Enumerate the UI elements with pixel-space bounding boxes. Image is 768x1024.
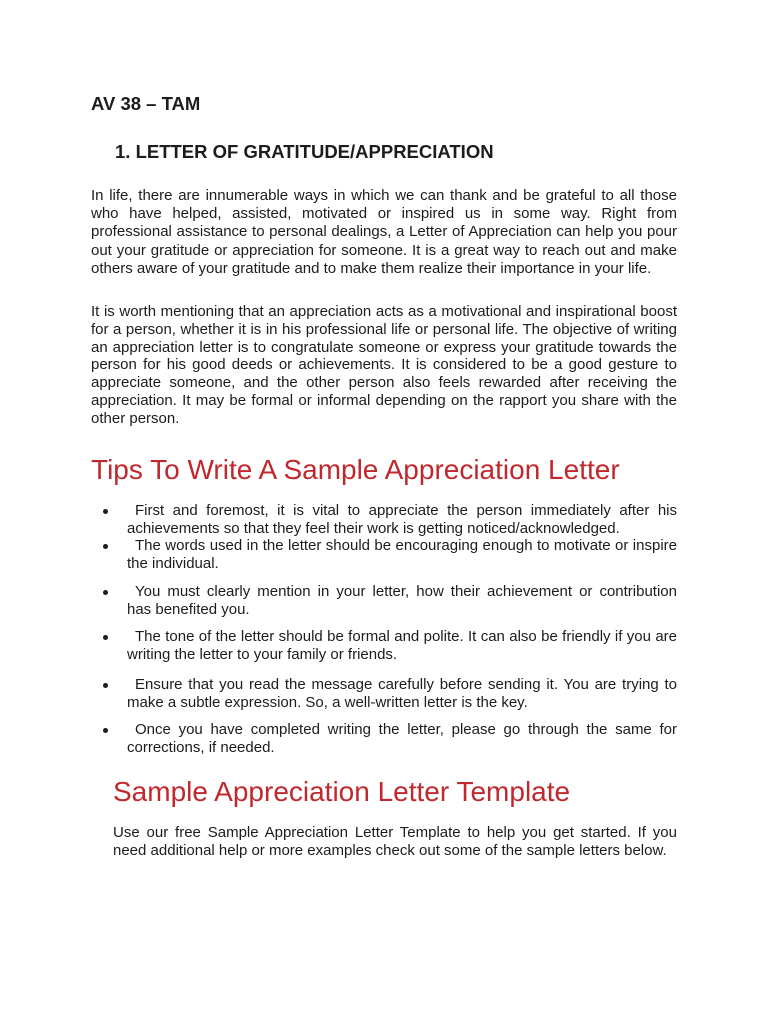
paragraph-line: other person. bbox=[91, 409, 180, 427]
bullet-icon bbox=[103, 635, 108, 640]
tip-list-item bbox=[103, 537, 677, 573]
bullet-icon bbox=[103, 509, 108, 514]
tip-list-item bbox=[103, 583, 677, 619]
section-heading: 1. LETTER OF GRATITUDE/APPRECIATION bbox=[115, 141, 494, 162]
intro-paragraph bbox=[91, 303, 677, 428]
paragraph-line: appreciate someone, and the other person also feels rewarded after receiving the bbox=[91, 374, 677, 392]
tip-line: writing the letter to your family or friends. bbox=[127, 645, 398, 663]
tip-line: First and foremost, it is vital to appreciate the person immediately after his bbox=[135, 502, 677, 519]
paragraph-line: appreciation. It may be formal or informal depending on the rapport you share with the bbox=[91, 391, 677, 409]
paragraph-line: In life, there are innumerable ways in which we can thank and be grateful to all those bbox=[91, 187, 677, 204]
tip-line: You must clearly mention in your letter, how their achievement or contribution bbox=[135, 583, 677, 600]
tip-list-item bbox=[103, 676, 677, 712]
bullet-icon bbox=[103, 683, 108, 688]
paragraph-line: out your gratitude or appreciation for someone. It is a great way to reach out and make bbox=[91, 241, 677, 259]
paragraph-line: person for his good deeds or achievements. It is considered to be a good gesture to bbox=[91, 356, 677, 374]
tip-line: has benefited you. bbox=[127, 600, 250, 618]
tip-line: achievements so that they feel their work is getting noticed/acknowledged. bbox=[127, 519, 620, 537]
paragraph-line: for a person, whether it is in his professional life or personal life. The objective of writing bbox=[91, 320, 677, 338]
tip-list-item bbox=[103, 721, 677, 757]
tip-line: The words used in the letter should be encouraging enough to motivate or inspire bbox=[135, 537, 677, 554]
tip-line: Once you have completed writing the letter, please go through the same for bbox=[135, 721, 677, 738]
intro-paragraph bbox=[91, 187, 677, 278]
bullet-icon bbox=[103, 590, 108, 595]
tip-line: the individual. bbox=[127, 554, 219, 572]
template-paragraph-line: Use our free Sample Appreciation Letter Template to help you get started. If you bbox=[113, 824, 677, 841]
paragraph-line: It is worth mentioning that an appreciation acts as a motivational and inspirational boost bbox=[91, 303, 677, 320]
tip-list-item bbox=[103, 502, 677, 538]
bullet-icon bbox=[103, 544, 108, 549]
tips-heading: Tips To Write A Sample Appreciation Letter bbox=[91, 454, 620, 485]
paragraph-line: who have helped, assisted, motivated or inspired us in some way. Right from bbox=[91, 205, 677, 223]
tip-line: Ensure that you read the message carefully before sending it. You are trying to bbox=[135, 676, 677, 693]
tip-line: corrections, if needed. bbox=[127, 738, 275, 756]
tip-list-item bbox=[103, 628, 677, 664]
document-code: AV 38 – TAM bbox=[91, 93, 201, 114]
template-paragraph-line: need additional help or more examples check out some of the sample letters below. bbox=[113, 842, 667, 859]
template-heading: Sample Appreciation Letter Template bbox=[113, 776, 571, 807]
paragraph-line: others aware of your gratitude and to make them realize their importance in your life. bbox=[91, 259, 652, 277]
paragraph-line: professional assistance to personal dealings, a Letter of Appreciation can help you pour bbox=[91, 223, 677, 241]
tip-line: The tone of the letter should be formal and polite. It can also be friendly if you are bbox=[135, 628, 677, 645]
paragraph-line: an appreciation letter is to congratulate someone or express your gratitude towards the bbox=[91, 338, 677, 356]
bullet-icon bbox=[103, 728, 108, 733]
template-paragraph bbox=[113, 824, 677, 860]
tip-line: make a subtle expression. So, a well-written letter is the key. bbox=[127, 693, 528, 711]
